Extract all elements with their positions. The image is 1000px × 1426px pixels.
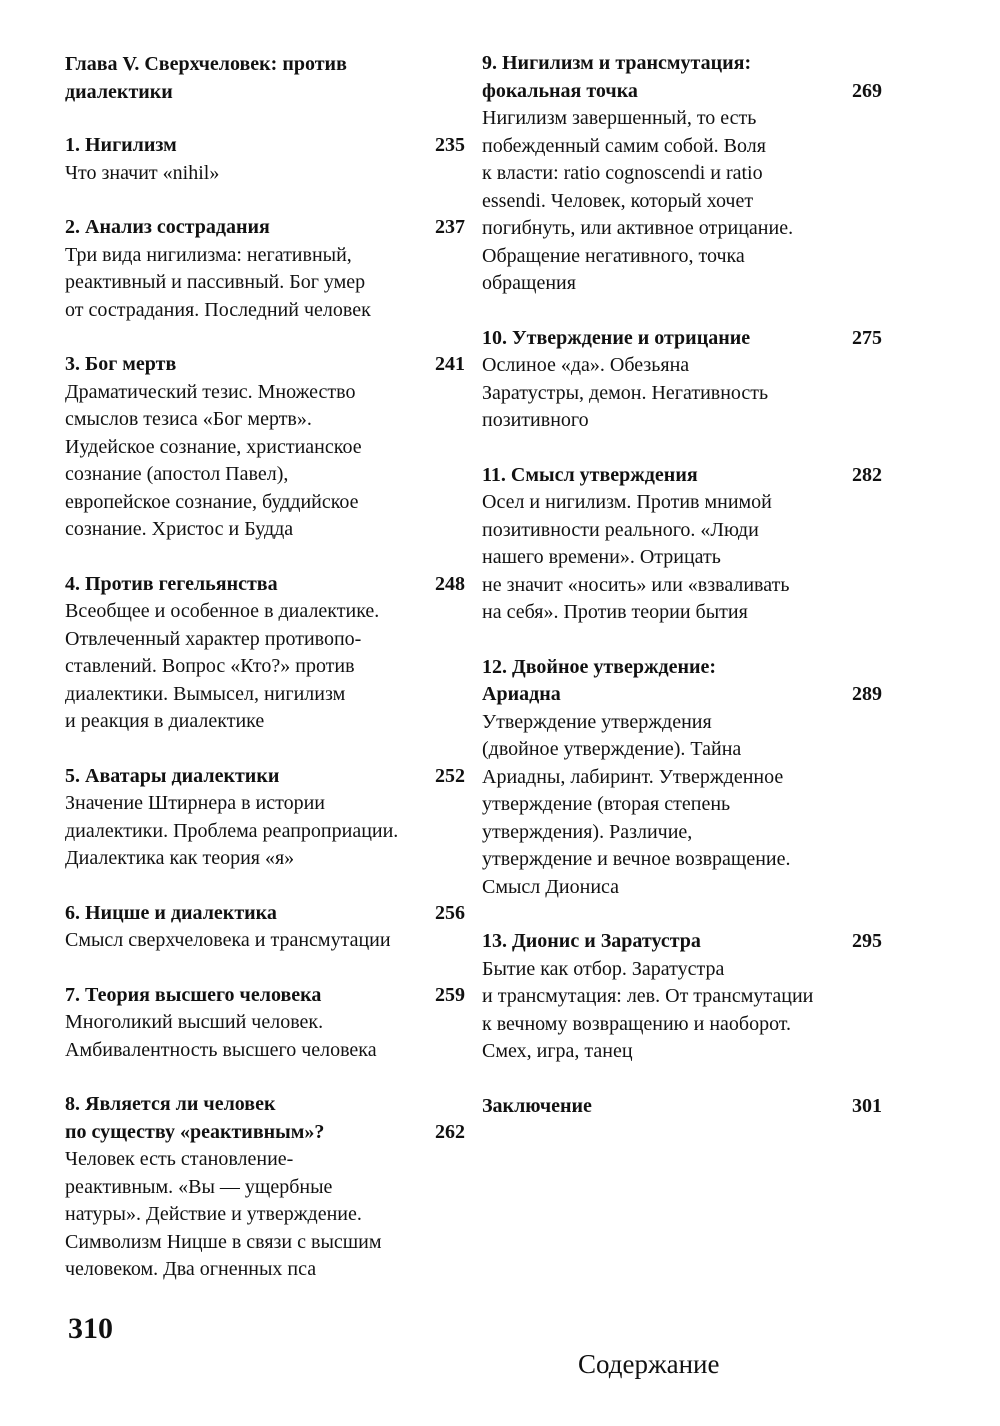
toc-entry-description <box>65 927 465 955</box>
description-line: европейское сознание, буддийское <box>65 490 359 513</box>
toc-entry-description <box>482 489 882 627</box>
toc-entry <box>65 214 465 324</box>
toc-entry-description <box>482 352 882 435</box>
toc-entry-description <box>65 242 465 325</box>
description-line: Значение Штирнера в истории <box>65 792 325 814</box>
toc-entry-heading <box>65 900 465 928</box>
description-line: на себя». Против теории бытия <box>482 601 748 623</box>
toc-entry-description <box>482 956 882 1066</box>
toc-entry-description <box>65 379 465 544</box>
description-line: (двойное утверждение). Тайна <box>482 738 742 760</box>
description-line: утверждение и вечное возвращение. <box>482 848 791 870</box>
description-line: Три вида нигилизма: негативный, <box>65 243 352 266</box>
description-line: Заратустры, демон. Негативность <box>482 381 769 404</box>
description-line: Что значит «nihil» <box>65 161 220 184</box>
description-line: Осел и нигилизм. Против мнимой <box>482 491 772 513</box>
toc-entry-page-number: 259 <box>435 983 465 1006</box>
description-line: Смысл Диониса <box>482 875 620 898</box>
description-line: побежденный самим собой. Воля <box>482 134 766 157</box>
toc-entry-title: 10. Утверждение и отрицание <box>482 326 751 349</box>
description-line: ставлений. Вопрос «Кто?» против <box>65 655 355 677</box>
description-line: реактивным. «Вы — ущербные <box>65 1175 333 1198</box>
toc-entry-description <box>65 790 465 873</box>
toc-entry-title: 5. Аватары диалектики <box>65 764 280 787</box>
description-line: и трансмутация: лев. От трансмутации <box>482 985 814 1007</box>
toc-entry-page-number: 252 <box>435 764 465 787</box>
toc-entry-page-number: 235 <box>435 134 465 156</box>
toc-entry-heading <box>482 1093 882 1121</box>
toc-entry <box>482 325 882 435</box>
toc-entry-title: 12. Двойное утверждение: <box>482 655 717 678</box>
description-line: Смысл сверхчеловека и трансмутации <box>65 929 391 951</box>
description-line: смыслов тезиса «Бог мертв». <box>65 408 312 430</box>
toc-entry-page-number: 248 <box>435 572 465 595</box>
toc-entry-title: 8. Является ли человек <box>65 1093 276 1115</box>
toc-entry-page-number: 237 <box>435 216 465 238</box>
description-line: диалектики. Вымысел, нигилизм <box>65 682 346 705</box>
toc-entry-heading <box>482 654 882 709</box>
description-line: утверждения). Различие, <box>482 820 693 843</box>
description-line: сознание. Христос и Будда <box>65 518 294 540</box>
right-column <box>482 50 882 1147</box>
toc-entry-title: по существу «реактивным»? <box>65 1120 325 1143</box>
toc-entry-title: 6. Ницше и диалектика <box>65 901 277 924</box>
toc-entry <box>65 763 465 873</box>
description-line: Диалектика как теория «я» <box>65 847 295 869</box>
description-line: Символизм Ницше в связи с высшим <box>65 1230 382 1253</box>
toc-entry-heading <box>65 351 465 379</box>
toc-entry-description <box>482 709 882 902</box>
description-line: человеком. Два огненных пса <box>65 1258 317 1280</box>
toc-entry <box>65 1091 465 1284</box>
chapter-title: Глава V. Сверхчеловек: против диалектики <box>65 53 347 103</box>
toc-entry-title: 7. Теория высшего человека <box>65 983 322 1006</box>
toc-entry-heading <box>482 928 882 956</box>
description-line: Ариадны, лабиринт. Утвержденное <box>482 765 784 788</box>
description-line: не значит «носить» или «взваливать <box>482 573 790 596</box>
description-line: погибнуть, или активное отрицание. <box>482 217 794 239</box>
description-line: Драматический тезис. Множество <box>65 380 356 403</box>
description-line: натуры». Действие и утверждение. <box>65 1203 362 1225</box>
description-line: от сострадания. Последний человек <box>65 298 371 321</box>
description-line: обращения <box>482 272 576 294</box>
toc-entry <box>65 351 465 544</box>
page-number: 310 <box>68 1312 113 1345</box>
toc-entry-heading <box>65 982 465 1010</box>
description-line: к власти: ratio cognoscendi и ratio <box>482 162 763 184</box>
toc-entry-heading <box>65 214 465 242</box>
toc-entry-description <box>482 105 882 298</box>
running-footer-label: Содержание <box>578 1349 720 1379</box>
description-line: позитивности реального. «Люди <box>482 518 759 541</box>
toc-entry <box>482 462 882 627</box>
description-line: Ослиное «да». Обезьяна <box>482 354 690 376</box>
description-line: Человек есть становление- <box>65 1148 294 1170</box>
toc-entry-title: 2. Анализ сострадания <box>65 216 270 238</box>
toc-entry-description <box>65 598 465 736</box>
toc-entry-page-number: 269 <box>852 79 882 102</box>
toc-entry-page-number: 262 <box>435 1120 465 1143</box>
toc-entry-title: 13. Дионис и Заратустра <box>482 930 701 952</box>
toc-entry-heading <box>65 571 465 599</box>
toc-entry-title: 3. Бог мертв <box>65 353 177 375</box>
toc-entry-page-number: 301 <box>852 1094 882 1117</box>
toc-entry-title: Ариадна <box>482 683 561 705</box>
description-line: Нигилизм завершенный, то есть <box>482 107 757 129</box>
toc-entry-title: 4. Против гегельянства <box>65 572 278 595</box>
toc-entry <box>65 571 465 736</box>
toc-entry <box>482 654 882 902</box>
description-line: Утверждение утверждения <box>482 710 712 733</box>
description-line: Бытие как отбор. Заратустра <box>482 957 725 980</box>
toc-entry-description <box>65 1009 465 1064</box>
toc-entry-title: 1. Нигилизм <box>65 134 177 156</box>
description-line: утверждение (вторая степень <box>482 793 731 815</box>
description-line: Обращение негативного, точка <box>482 244 745 267</box>
toc-entry-page-number: 275 <box>852 326 882 349</box>
toc-entry-title: Заключение <box>482 1094 592 1117</box>
description-line: к вечному возвращению и наоборот. <box>482 1012 792 1035</box>
description-line: позитивного <box>482 409 589 431</box>
toc-entry-description <box>65 1146 465 1284</box>
toc-entry-page-number: 256 <box>435 901 465 924</box>
toc-entry-heading <box>65 763 465 791</box>
description-line: диалектики. Проблема реапроприации. <box>65 819 399 842</box>
toc-entry <box>65 982 465 1065</box>
toc-entry-page-number: 241 <box>435 353 465 375</box>
toc-entry-heading <box>65 1091 465 1146</box>
toc-entry-title: фокальная точка <box>482 79 638 102</box>
description-line: нашего времени». Отрицать <box>482 546 721 568</box>
left-column <box>65 50 465 1311</box>
toc-entry-heading <box>482 50 882 105</box>
toc-entry-heading <box>65 132 465 160</box>
description-line: Иудейское сознание, христианское <box>65 435 362 458</box>
toc-entry-page-number: 289 <box>852 683 882 705</box>
toc-entry-heading <box>482 325 882 353</box>
description-line: Всеобщее и особенное в диалектике. <box>65 600 380 622</box>
toc-entry <box>482 928 882 1066</box>
description-line: Амбивалентность высшего человека <box>65 1038 377 1061</box>
description-line: реактивный и пассивный. Бог умер <box>65 271 366 293</box>
toc-entry <box>482 50 882 298</box>
toc-entry <box>482 1093 882 1121</box>
description-line: Многоликий высший человек. <box>65 1011 324 1033</box>
description-line: Смех, игра, танец <box>482 1040 633 1062</box>
toc-entry <box>65 900 465 955</box>
toc-entry <box>65 132 465 187</box>
toc-entry-title: 9. Нигилизм и трансмутация: <box>482 52 752 74</box>
description-line: и реакция в диалектике <box>65 710 265 732</box>
toc-entry-title: 11. Смысл утверждения <box>482 463 698 486</box>
description-line: Отвлеченный характер противопо- <box>65 627 362 650</box>
description-line: сознание (апостол Павел), <box>65 463 289 485</box>
description-line: essendi. Человек, который хочет <box>482 189 754 212</box>
toc-entry-page-number: 295 <box>852 930 882 952</box>
toc-entry-description <box>65 160 465 188</box>
toc-entry-page-number: 282 <box>852 463 882 486</box>
toc-entry-heading <box>482 462 882 490</box>
